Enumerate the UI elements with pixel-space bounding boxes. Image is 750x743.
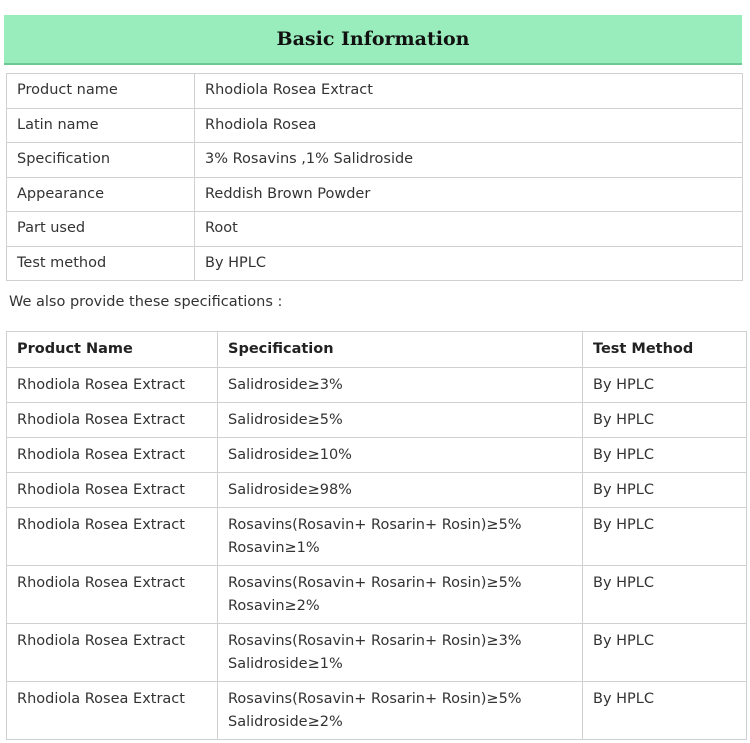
info-value: 3% Rosavins ,1% Salidroside: [195, 143, 743, 178]
column-header-product: Product Name: [7, 332, 218, 368]
test-method-cell: By HPLC: [583, 472, 747, 507]
specification-line: Rosavins(Rosavin+ Rosarin+ Rosin)≥5%: [228, 690, 522, 707]
test-method-cell: By HPLC: [583, 367, 747, 402]
column-header-specification: Specification: [218, 332, 583, 368]
test-method-cell: By HPLC: [583, 507, 747, 565]
test-method-cell: By HPLC: [583, 623, 747, 681]
info-key: Product name: [7, 74, 195, 109]
specification-line: Rosavins(Rosavin+ Rosarin+ Rosin)≥3%: [228, 632, 522, 649]
specification-line: Rosavins(Rosavin+ Rosarin+ Rosin)≥5%: [228, 516, 522, 533]
table-row: [7, 565, 747, 623]
section-header: [4, 15, 742, 65]
specification-cell: [218, 402, 583, 437]
table-row: [7, 246, 743, 281]
specification-cell: [218, 367, 583, 402]
specification-cell: [218, 681, 583, 739]
specifications-note: We also provide these specifications :: [9, 294, 283, 310]
specification-line: Salidroside≥2%: [228, 713, 343, 730]
specification-line: Rosavins(Rosavin+ Rosarin+ Rosin)≥5%: [228, 574, 522, 591]
specification-cell: [218, 507, 583, 565]
specification-line: Salidroside≥1%: [228, 655, 343, 672]
specification-cell: [218, 437, 583, 472]
table-row: [7, 177, 743, 212]
product-cell: Rhodiola Rosea Extract: [7, 437, 218, 472]
table-row: [7, 143, 743, 178]
info-value: By HPLC: [195, 246, 743, 281]
specification-cell: [218, 565, 583, 623]
specification-cell: [218, 472, 583, 507]
info-value: Reddish Brown Powder: [195, 177, 743, 212]
test-method-cell: By HPLC: [583, 437, 747, 472]
specification-line: Salidroside≥5%: [228, 411, 343, 428]
specification-cell: [218, 623, 583, 681]
info-key: Appearance: [7, 177, 195, 212]
product-cell: Rhodiola Rosea Extract: [7, 681, 218, 739]
table-header-row: [7, 332, 747, 368]
product-cell: Rhodiola Rosea Extract: [7, 507, 218, 565]
info-value: Rhodiola Rosea: [195, 108, 743, 143]
table-row: [7, 212, 743, 247]
test-method-cell: By HPLC: [583, 565, 747, 623]
info-key: Test method: [7, 246, 195, 281]
info-value: Rhodiola Rosea Extract: [195, 74, 743, 109]
specification-line: Salidroside≥10%: [228, 446, 352, 463]
table-row: [7, 108, 743, 143]
info-key: Part used: [7, 212, 195, 247]
specification-line: Salidroside≥3%: [228, 376, 343, 393]
basic-info-table: [6, 73, 743, 281]
test-method-cell: By HPLC: [583, 681, 747, 739]
info-key: Specification: [7, 143, 195, 178]
table-row: [7, 402, 747, 437]
table-row: [7, 74, 743, 109]
product-cell: Rhodiola Rosea Extract: [7, 402, 218, 437]
specification-line: Rosavin≥1%: [228, 539, 320, 556]
product-cell: Rhodiola Rosea Extract: [7, 565, 218, 623]
section-title: Basic Information: [276, 28, 470, 50]
table-row: [7, 507, 747, 565]
specifications-table: [6, 331, 747, 740]
product-cell: Rhodiola Rosea Extract: [7, 367, 218, 402]
test-method-cell: By HPLC: [583, 402, 747, 437]
specification-line: Rosavin≥2%: [228, 597, 320, 614]
product-cell: Rhodiola Rosea Extract: [7, 472, 218, 507]
table-row: [7, 367, 747, 402]
table-row: [7, 472, 747, 507]
table-row: [7, 681, 747, 739]
info-key: Latin name: [7, 108, 195, 143]
product-cell: Rhodiola Rosea Extract: [7, 623, 218, 681]
info-value: Root: [195, 212, 743, 247]
table-row: [7, 437, 747, 472]
table-row: [7, 623, 747, 681]
column-header-test-method: Test Method: [583, 332, 747, 368]
specification-line: Salidroside≥98%: [228, 481, 352, 498]
